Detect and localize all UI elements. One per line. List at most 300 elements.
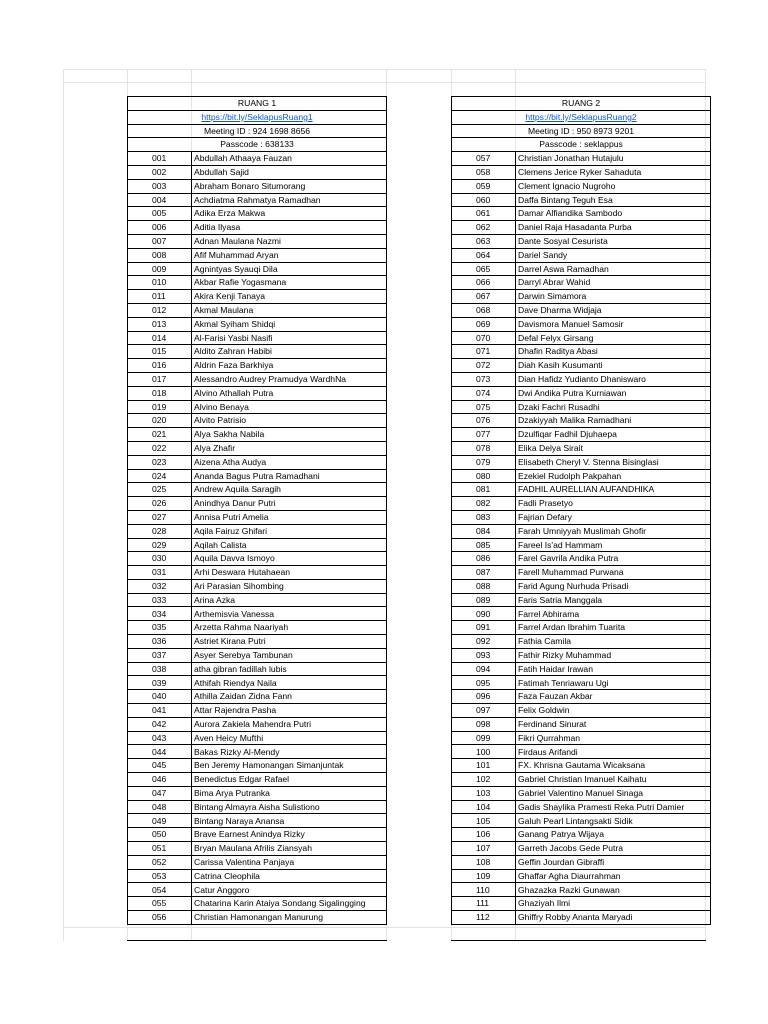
table-row — [128, 359, 387, 373]
student-name: Aquila Davva Ismoyo — [192, 552, 387, 566]
grid-line — [63, 69, 64, 941]
student-number: 010 — [128, 276, 192, 290]
student-number: 056 — [128, 911, 192, 925]
table-row — [452, 828, 711, 842]
student-name: atha gibran fadillah lubis — [192, 662, 387, 676]
student-number: 079 — [452, 455, 516, 469]
student-name: Arthemisvia Vanessa — [192, 607, 387, 621]
student-name: Fajrian Defary — [516, 510, 711, 524]
table-row — [128, 193, 387, 207]
table-row — [128, 607, 387, 621]
student-name: Defal Felyx Girsang — [516, 331, 711, 345]
student-number: 070 — [452, 331, 516, 345]
student-number: 046 — [128, 773, 192, 787]
student-number: 092 — [452, 635, 516, 649]
passcode-row — [452, 138, 711, 152]
student-number: 112 — [452, 911, 516, 925]
table-row — [128, 662, 387, 676]
table-row — [128, 648, 387, 662]
table-row — [452, 745, 711, 759]
student-number: 041 — [128, 704, 192, 718]
table-row — [452, 814, 711, 828]
student-name: Andrew Aquila Saragih — [192, 483, 387, 497]
table-row — [128, 773, 387, 787]
student-number: 051 — [128, 842, 192, 856]
table-row — [128, 524, 387, 538]
table-row — [452, 897, 711, 911]
student-name: Geffin Jourdan Gibraffi — [516, 855, 711, 869]
table-row — [128, 717, 387, 731]
student-name: Aqila Fairuz Ghifari — [192, 524, 387, 538]
room-link-cell — [452, 110, 711, 124]
student-name: Farrel Abhirama — [516, 607, 711, 621]
zoom-link[interactable]: https://bit.ly/SeklapusRuang2 — [525, 111, 637, 122]
student-name: Farah Umniyyah Muslimah Ghofir — [516, 524, 711, 538]
table-row — [128, 303, 387, 317]
student-number: 047 — [128, 786, 192, 800]
student-number: 005 — [128, 207, 192, 221]
student-name: Dzaki Fachri Rusadhi — [516, 400, 711, 414]
student-name: Clemens Jerice Ryker Sahaduta — [516, 165, 711, 179]
student-number: 080 — [452, 469, 516, 483]
student-name: Darryl Abrar Wahid — [516, 276, 711, 290]
student-name: Adika Erza Makwa — [192, 207, 387, 221]
table-row — [452, 386, 711, 400]
student-name: Abdullah Sajid — [192, 165, 387, 179]
room-link-row — [452, 110, 711, 124]
table-row — [452, 276, 711, 290]
student-name: Dariel Sandy — [516, 248, 711, 262]
table-row — [452, 359, 711, 373]
student-name: Abraham Bonaro Situmorang — [192, 179, 387, 193]
student-number: 006 — [128, 221, 192, 235]
table-row — [128, 800, 387, 814]
student-number: 077 — [452, 428, 516, 442]
table-row — [452, 414, 711, 428]
room-2-table — [451, 96, 711, 925]
student-name: Farell Muhammad Purwana — [516, 566, 711, 580]
student-number: 020 — [128, 414, 192, 428]
student-number: 026 — [128, 497, 192, 511]
table-row — [452, 303, 711, 317]
student-name: Ari Parasian Sihombing — [192, 579, 387, 593]
student-number: 032 — [128, 579, 192, 593]
table-row — [452, 400, 711, 414]
student-name: Alya Sakha Nabila — [192, 428, 387, 442]
student-name: Fareel Is'ad Hammam — [516, 538, 711, 552]
student-name: Bryan Maulana Afrilis Ziansyah — [192, 842, 387, 856]
table-row — [452, 497, 711, 511]
table-row — [452, 524, 711, 538]
table-row — [452, 883, 711, 897]
student-name: Ganang Patrya Wijaya — [516, 828, 711, 842]
table-row — [452, 221, 711, 235]
table-row — [452, 800, 711, 814]
table-row — [452, 317, 711, 331]
student-name: Dave Dharma Widjaja — [516, 303, 711, 317]
student-name: Ghaziyah Ilmi — [516, 897, 711, 911]
student-number: 007 — [128, 234, 192, 248]
student-name: Fatimah Tenriawaru Ugi — [516, 676, 711, 690]
student-name: Alvito Patrisio — [192, 414, 387, 428]
table-row — [128, 469, 387, 483]
table-row — [452, 607, 711, 621]
table-row — [128, 731, 387, 745]
table-row — [452, 510, 711, 524]
student-name: Benedictus Edgar Rafael — [192, 773, 387, 787]
passcode: Passcode : 638133 — [128, 138, 387, 152]
student-name: Carissa Valentina Panjaya — [192, 855, 387, 869]
meeting-id-row — [452, 124, 711, 138]
student-name: Akmal Maulana — [192, 303, 387, 317]
table-row — [128, 207, 387, 221]
student-name: Dante Sosyal Cesurista — [516, 234, 711, 248]
table-row — [128, 179, 387, 193]
student-name: Asyer Serebya Tambunan — [192, 648, 387, 662]
grid-line — [63, 927, 705, 928]
student-name: Firdaus Arifandi — [516, 745, 711, 759]
student-name: Catrina Cleophila — [192, 869, 387, 883]
student-name: Gabriel Valentino Manuel Sinaga — [516, 786, 711, 800]
student-number: 018 — [128, 386, 192, 400]
table-row — [128, 869, 387, 883]
student-name: Akira Kenji Tanaya — [192, 290, 387, 304]
table-row — [128, 842, 387, 856]
table-row — [128, 552, 387, 566]
student-name: Achdiatma Rahmatya Ramadhan — [192, 193, 387, 207]
table-row — [128, 883, 387, 897]
table-row — [128, 510, 387, 524]
student-name: Galuh Pearl Lintangsakti Sidik — [516, 814, 711, 828]
table-row — [128, 152, 387, 166]
table-row — [128, 262, 387, 276]
student-name: Bakas Rizky Al-Mendy — [192, 745, 387, 759]
meeting-id: Meeting ID : 950 8973 9201 — [452, 124, 711, 138]
table-row — [128, 165, 387, 179]
student-name: Akbar Rafie Yogasmana — [192, 276, 387, 290]
table-row — [452, 538, 711, 552]
student-name: Gabriel Christian Imanuel Kaihatu — [516, 773, 711, 787]
student-name: Garreth Jacobs Gede Putra — [516, 842, 711, 856]
table-row — [128, 414, 387, 428]
student-name: Daffa Bintang Teguh Esa — [516, 193, 711, 207]
student-name: Fathia Camila — [516, 635, 711, 649]
student-name: Brave Earnest Anindya Rizky — [192, 828, 387, 842]
student-name: Arina Azka — [192, 593, 387, 607]
student-name: Damar Alfiandika Sambodo — [516, 207, 711, 221]
table-row — [452, 152, 711, 166]
table-row — [452, 483, 711, 497]
table-row — [452, 621, 711, 635]
table-row — [452, 234, 711, 248]
student-number: 087 — [452, 566, 516, 580]
student-number: 021 — [128, 428, 192, 442]
student-name: Aldito Zahran Habibi — [192, 345, 387, 359]
table-row — [452, 469, 711, 483]
student-name: Farrel Ardan Ibrahim Tuarita — [516, 621, 711, 635]
student-name: Fadli Prasetyo — [516, 497, 711, 511]
meeting-id: Meeting ID : 924 1698 8656 — [128, 124, 387, 138]
student-name: Adnan Maulana Nazmi — [192, 234, 387, 248]
table-row — [128, 483, 387, 497]
room-1-bottom-border — [127, 940, 387, 941]
student-name: Arhi Deswara Hutahaean — [192, 566, 387, 580]
table-row — [452, 593, 711, 607]
student-number: 105 — [452, 814, 516, 828]
student-number: 103 — [452, 786, 516, 800]
grid-line — [63, 69, 705, 70]
student-number: 001 — [128, 152, 192, 166]
student-name: FX. Khrisna Gautama Wicaksana — [516, 759, 711, 773]
table-row — [128, 911, 387, 925]
table-row — [128, 828, 387, 842]
student-number: 037 — [128, 648, 192, 662]
student-number: 055 — [128, 897, 192, 911]
student-number: 030 — [128, 552, 192, 566]
student-name: Farid Agung Nurhuda Prisadi — [516, 579, 711, 593]
student-name: Darwin Simamora — [516, 290, 711, 304]
student-name: Ferdinand Sinurat — [516, 717, 711, 731]
table-row — [128, 745, 387, 759]
table-row — [128, 372, 387, 386]
student-name: Alya Zhafir — [192, 441, 387, 455]
student-number: 066 — [452, 276, 516, 290]
student-name: Akmal Syiham Shidqi — [192, 317, 387, 331]
student-name: Fikri Qurrahman — [516, 731, 711, 745]
student-name: Chatarina Karin Ataiya Sondang Sigalingging — [192, 897, 387, 911]
student-number: 022 — [128, 441, 192, 455]
table-row — [452, 262, 711, 276]
student-number: 111 — [452, 897, 516, 911]
student-number: 031 — [128, 566, 192, 580]
student-number: 107 — [452, 842, 516, 856]
student-number: 013 — [128, 317, 192, 331]
student-name: Bintang Naraya Anansa — [192, 814, 387, 828]
student-name: Christian Hamonangan Manurung — [192, 911, 387, 925]
student-name: Alvino Athallah Putra — [192, 386, 387, 400]
table-row — [452, 579, 711, 593]
student-name: Bima Arya Putranka — [192, 786, 387, 800]
table-row — [452, 207, 711, 221]
student-name: Elisabeth Cheryl V. Stenna Bisinglasi — [516, 455, 711, 469]
table-row — [452, 731, 711, 745]
student-name: Athifah Riendya Naila — [192, 676, 387, 690]
table-row — [128, 786, 387, 800]
student-name: Aqilah Calista — [192, 538, 387, 552]
table-row — [128, 234, 387, 248]
student-number: 036 — [128, 635, 192, 649]
table-row — [128, 635, 387, 649]
student-number: 089 — [452, 593, 516, 607]
table-row — [452, 690, 711, 704]
table-row — [452, 717, 711, 731]
student-number: 004 — [128, 193, 192, 207]
room-title: RUANG 1 — [128, 97, 387, 111]
student-number: 017 — [128, 372, 192, 386]
student-number: 106 — [452, 828, 516, 842]
student-name: Elika Delya Sirait — [516, 441, 711, 455]
student-number: 040 — [128, 690, 192, 704]
room-link-row — [128, 110, 387, 124]
table-row — [452, 566, 711, 580]
student-number: 057 — [452, 152, 516, 166]
student-number: 068 — [452, 303, 516, 317]
student-name: Abdullah Athaaya Fauzan — [192, 152, 387, 166]
table-row — [452, 193, 711, 207]
table-row — [452, 179, 711, 193]
student-name: Dwi Andika Putra Kurniawan — [516, 386, 711, 400]
student-number: 094 — [452, 662, 516, 676]
student-number: 039 — [128, 676, 192, 690]
table-row — [128, 759, 387, 773]
student-name: Dian Hafidz Yudianto Dhaniswaro — [516, 372, 711, 386]
student-number: 061 — [452, 207, 516, 221]
table-row — [452, 635, 711, 649]
passcode-row — [128, 138, 387, 152]
student-number: 003 — [128, 179, 192, 193]
student-name: Dzulfiqar Fadhil Djuhaepa — [516, 428, 711, 442]
table-row — [128, 593, 387, 607]
student-name: Attar Rajendra Pasha — [192, 704, 387, 718]
student-number: 083 — [452, 510, 516, 524]
student-number: 065 — [452, 262, 516, 276]
room-2-bottom-border — [451, 940, 706, 941]
student-number: 014 — [128, 331, 192, 345]
student-number: 072 — [452, 359, 516, 373]
room-link-cell — [128, 110, 387, 124]
student-number: 062 — [452, 221, 516, 235]
table-row — [452, 855, 711, 869]
grid-line — [63, 82, 705, 83]
student-name: Aven Heicy Mufthi — [192, 731, 387, 745]
table-row — [452, 248, 711, 262]
student-number: 053 — [128, 869, 192, 883]
student-number: 012 — [128, 303, 192, 317]
student-name: Ananda Bagus Putra Ramadhani — [192, 469, 387, 483]
student-number: 060 — [452, 193, 516, 207]
zoom-link[interactable]: https://bit.ly/SeklapusRuang1 — [201, 111, 313, 122]
student-number: 091 — [452, 621, 516, 635]
student-name: Astriet Kirana Putri — [192, 635, 387, 649]
student-number: 035 — [128, 621, 192, 635]
table-row — [452, 441, 711, 455]
room-title-row — [452, 97, 711, 111]
table-row — [128, 621, 387, 635]
table-row — [128, 386, 387, 400]
student-name: Bintang Almayra Aisha Sulistiono — [192, 800, 387, 814]
student-number: 102 — [452, 773, 516, 787]
student-number: 101 — [452, 759, 516, 773]
table-row — [452, 345, 711, 359]
student-number: 009 — [128, 262, 192, 276]
table-row — [128, 345, 387, 359]
table-row — [452, 911, 711, 925]
table-row — [452, 428, 711, 442]
table-row — [128, 704, 387, 718]
student-name: Gadis Shaylika Pramesti Reka Putri Damier — [516, 800, 711, 814]
student-name: Ben Jeremy Hamonangan Simanjuntak — [192, 759, 387, 773]
student-number: 059 — [452, 179, 516, 193]
student-name: Catur Anggoro — [192, 883, 387, 897]
table-row — [452, 662, 711, 676]
table-row — [452, 773, 711, 787]
student-name: Farel Gavrila Andika Putra — [516, 552, 711, 566]
student-name: Alessandro Audrey Pramudya WardhNa — [192, 372, 387, 386]
table-row — [128, 428, 387, 442]
table-row — [128, 248, 387, 262]
student-name: Aurora Zakiela Mahendra Putri — [192, 717, 387, 731]
student-number: 096 — [452, 690, 516, 704]
table-row — [452, 704, 711, 718]
student-number: 042 — [128, 717, 192, 731]
student-number: 043 — [128, 731, 192, 745]
student-number: 048 — [128, 800, 192, 814]
student-name: Aldrin Faza Barkhiya — [192, 359, 387, 373]
student-number: 071 — [452, 345, 516, 359]
table-row — [128, 221, 387, 235]
student-number: 067 — [452, 290, 516, 304]
table-row — [452, 676, 711, 690]
table-row — [452, 869, 711, 883]
student-name: Ghaffar Agha Diaurrahman — [516, 869, 711, 883]
student-number: 064 — [452, 248, 516, 262]
table-row — [128, 690, 387, 704]
student-number: 015 — [128, 345, 192, 359]
table-row — [128, 855, 387, 869]
student-number: 023 — [128, 455, 192, 469]
student-name: Christian Jonathan Hutajulu — [516, 152, 711, 166]
room-title-row — [128, 97, 387, 111]
student-name: Ghiffry Robby Ananta Maryadi — [516, 911, 711, 925]
table-row — [452, 759, 711, 773]
table-row — [452, 455, 711, 469]
student-number: 084 — [452, 524, 516, 538]
room-1-table — [127, 96, 387, 925]
student-number: 063 — [452, 234, 516, 248]
student-number: 108 — [452, 855, 516, 869]
table-row — [452, 290, 711, 304]
student-name: Fatih Haidar Irawan — [516, 662, 711, 676]
student-number: 073 — [452, 372, 516, 386]
student-number: 045 — [128, 759, 192, 773]
student-name: Agnintyas Syauqi Dila — [192, 262, 387, 276]
student-number: 016 — [128, 359, 192, 373]
student-number: 095 — [452, 676, 516, 690]
student-number: 098 — [452, 717, 516, 731]
student-name: Aditia Ilyasa — [192, 221, 387, 235]
student-number: 099 — [452, 731, 516, 745]
student-number: 074 — [452, 386, 516, 400]
student-number: 104 — [452, 800, 516, 814]
student-number: 034 — [128, 607, 192, 621]
passcode: Passcode : seklappus — [452, 138, 711, 152]
student-name: Arzetta Rahma Naariyah — [192, 621, 387, 635]
student-name: Alvino Benaya — [192, 400, 387, 414]
table-row — [128, 676, 387, 690]
student-name: Dhafin Raditya Abasi — [516, 345, 711, 359]
student-name: Clement Ignacio Nugroho — [516, 179, 711, 193]
student-number: 093 — [452, 648, 516, 662]
student-number: 088 — [452, 579, 516, 593]
student-number: 069 — [452, 317, 516, 331]
table-row — [128, 897, 387, 911]
student-name: Felix Goldwin — [516, 704, 711, 718]
student-number: 075 — [452, 400, 516, 414]
student-number: 038 — [128, 662, 192, 676]
student-number: 028 — [128, 524, 192, 538]
student-number: 029 — [128, 538, 192, 552]
student-name: Faris Satria Manggala — [516, 593, 711, 607]
